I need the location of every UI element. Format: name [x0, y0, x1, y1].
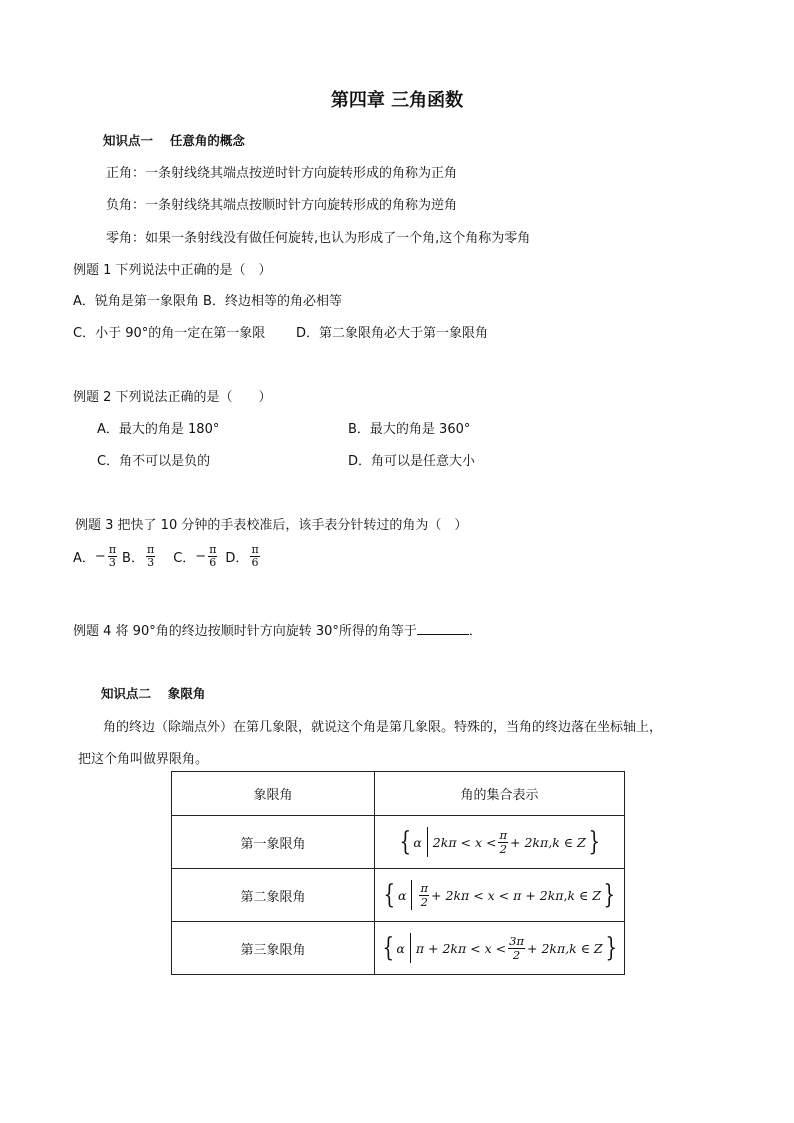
numerator: π — [209, 543, 217, 556]
set-expression — [380, 933, 619, 963]
example-1-option-c: C．小于 90°的角一定在第一象限 — [73, 326, 266, 341]
example-1-question: 例题 1 下列说法中正确的是（ ） — [73, 263, 272, 278]
example-2-option-b: B．最大的角是 360° — [348, 422, 471, 437]
denominator: 3 — [108, 556, 116, 570]
numerator: π — [420, 880, 429, 895]
close-brace: } — [605, 933, 617, 963]
numerator: π — [146, 543, 155, 556]
example-4-question-line — [73, 620, 482, 639]
set-expression — [397, 827, 602, 857]
definition-positive-angle: 正角：一条射线绕其端点按逆时针方向旋转形成的角称为正角 — [106, 166, 458, 181]
set-notation-cell — [375, 922, 625, 975]
open-brace: { — [383, 880, 396, 910]
alpha-symbol: α — [413, 834, 422, 850]
expr-fraction — [498, 829, 508, 855]
set-notation-cell — [375, 816, 625, 869]
quadrant-angle-table — [171, 771, 625, 975]
section-heading-kp2: 知识点二 象限角 — [101, 686, 206, 701]
example-2-option-a: A．最大的角是 180° — [97, 422, 220, 437]
denominator: 6 — [209, 556, 217, 570]
example-2-question: 例题 2 下列说法正确的是（ ） — [73, 390, 272, 405]
option-d-label: D． — [225, 551, 249, 567]
example-4-end: ． — [468, 624, 482, 639]
option-a-label: A． — [73, 551, 95, 567]
definition-zero-angle: 零角：如果一条射线没有做任何旋转,也认为形成了一个角,这个角称为零角 — [106, 231, 531, 246]
table-row — [172, 922, 625, 975]
numerator: π — [251, 543, 259, 556]
quadrant-name: 第三象限角 — [172, 922, 375, 975]
example-1-options-ab: A．锐角是第一象限角 B．终边相等的角必相等 — [73, 294, 342, 309]
open-brace: { — [382, 933, 394, 963]
set-expression — [381, 880, 617, 910]
table-header-cell: 象限角 — [172, 772, 375, 816]
example-3-question: 例题 3 把快了 10 分钟的手表校准后，该手表分针转过的角为（ ） — [75, 518, 468, 533]
denominator: 6 — [251, 556, 259, 570]
denominator: 2 — [420, 894, 428, 909]
expr-fraction — [508, 935, 525, 961]
set-separator — [410, 933, 411, 963]
minus-sign: − — [195, 549, 207, 565]
minus-sign: − — [94, 549, 106, 565]
section-heading-kp1: 知识点一 任意角的概念 — [103, 133, 245, 148]
set-separator — [427, 827, 428, 857]
alpha-symbol: α — [396, 940, 405, 956]
example-3-options — [73, 544, 262, 569]
page-title: 第四章 三角函数 — [330, 90, 464, 111]
numerator: 3π — [509, 933, 524, 948]
example-4-question: 例题 4 将 90°角的终边按顺时针方向旋转 30°所得的角等于 — [73, 624, 417, 639]
set-separator — [411, 880, 412, 910]
expr-right: + 2kπ,k ∈ Z — [527, 940, 603, 956]
option-c-label: C． — [173, 551, 196, 567]
open-brace: { — [399, 827, 411, 857]
expr-left: π + 2kπ < x < — [415, 940, 507, 956]
table-header-row — [172, 772, 625, 816]
quadrant-name: 第二象限角 — [172, 869, 375, 922]
fraction-pi-over-3 — [108, 544, 117, 569]
expr-left: 2kπ < x < — [432, 834, 497, 850]
set-notation-cell — [375, 869, 625, 922]
close-brace: } — [588, 827, 600, 857]
answer-blank — [417, 622, 469, 635]
quadrant-definition-paragraph: 角的终边（除端点外）在第几象限，就说这个角是第几象限。特殊的，当角的终边落在坐标轴上， — [103, 720, 663, 735]
option-b-label: B． — [122, 551, 144, 567]
close-brace: } — [603, 880, 616, 910]
expr-right: + 2kπ,k ∈ Z — [510, 834, 586, 850]
numerator: π — [108, 543, 117, 556]
denominator: 2 — [499, 841, 507, 856]
denominator: 2 — [512, 947, 521, 962]
fraction-pi-over-6 — [208, 544, 217, 569]
example-1-option-d: D．第二象限角必大于第一象限角 — [296, 326, 489, 341]
table-header-cell: 角的集合表示 — [375, 772, 625, 816]
expr-right: + 2kπ < x < π + 2kπ,k ∈ Z — [431, 887, 601, 903]
numerator: π — [499, 827, 508, 842]
expr-fraction — [419, 882, 429, 908]
table-row — [172, 869, 625, 922]
example-2-option-c: C．角不可以是负的 — [97, 454, 211, 469]
alpha-symbol: α — [398, 887, 407, 903]
denominator: 3 — [147, 556, 155, 570]
definition-negative-angle: 负角：一条射线绕其端点按顺时针方向旋转形成的角称为逆角 — [106, 198, 458, 213]
quadrant-definition-paragraph-cont: 把这个角叫做界限角。 — [78, 752, 209, 767]
fraction-pi-over-3 — [146, 544, 155, 569]
table-row — [172, 816, 625, 869]
fraction-pi-over-6 — [250, 544, 259, 569]
example-2-option-d: D．角可以是任意大小 — [348, 454, 476, 469]
quadrant-name: 第一象限角 — [172, 816, 375, 869]
